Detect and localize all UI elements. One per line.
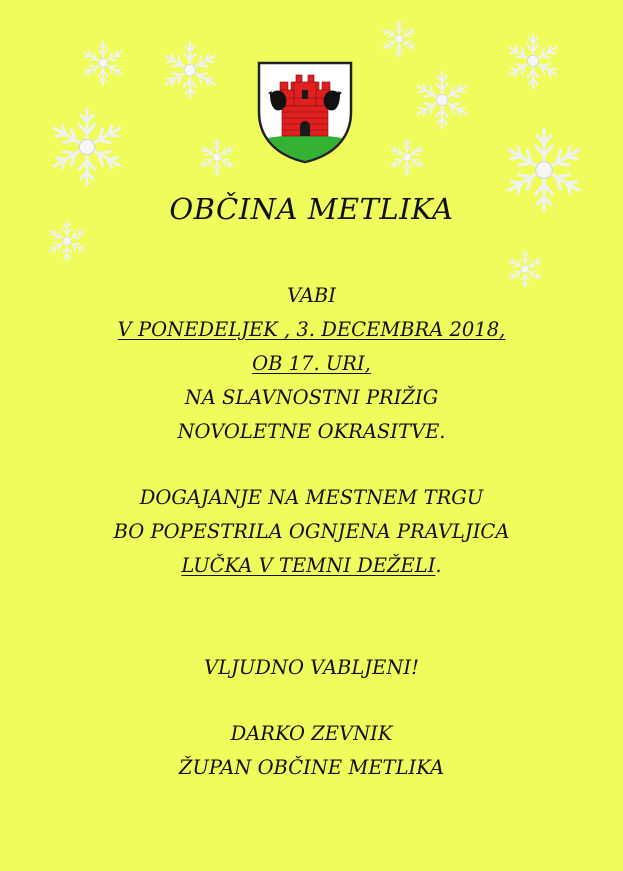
event-description-line2: NOVOLETNE OKRASITVE. [177,420,446,443]
program-line2: BO POPESTRILA OGNJENA PRAVLJICA [113,520,510,543]
program-line1: DOGAJANJE NA MESTNEM TRGU [139,486,484,509]
event-date [0,318,623,341]
coat-of-arms-icon [256,60,354,164]
snowflake-icon [44,104,130,190]
event-date-text: V PONEDELJEK , 3. DECEMBRA 2018, [117,318,506,341]
closing-line: VLJUDNO VABLJENI! [204,656,419,679]
event-time [0,352,623,375]
snowflake-icon [158,38,222,102]
story-title: LUČKA V TEMNI DEŽELI [181,554,436,577]
page-title: OBČINA METLIKA [169,192,454,226]
event-description-line1: NA SLAVNOSTNI PRIŽIG [184,386,439,409]
invite-verb: VABI [287,284,336,307]
snowflake-icon [410,68,474,132]
signature-role: ŽUPAN OBČINE METLIKA [178,756,445,779]
snowflake-icon [502,30,564,92]
snowflake-icon [78,38,128,88]
story-suffix: . [435,554,442,577]
program-story [0,554,623,577]
snowflake-icon [378,18,420,60]
signature-name: DARKO ZEVNIK [230,722,393,745]
snowflake-icon [196,136,238,178]
snowflake-icon [386,136,428,178]
event-time-text: OB 17. URI, [252,352,371,375]
